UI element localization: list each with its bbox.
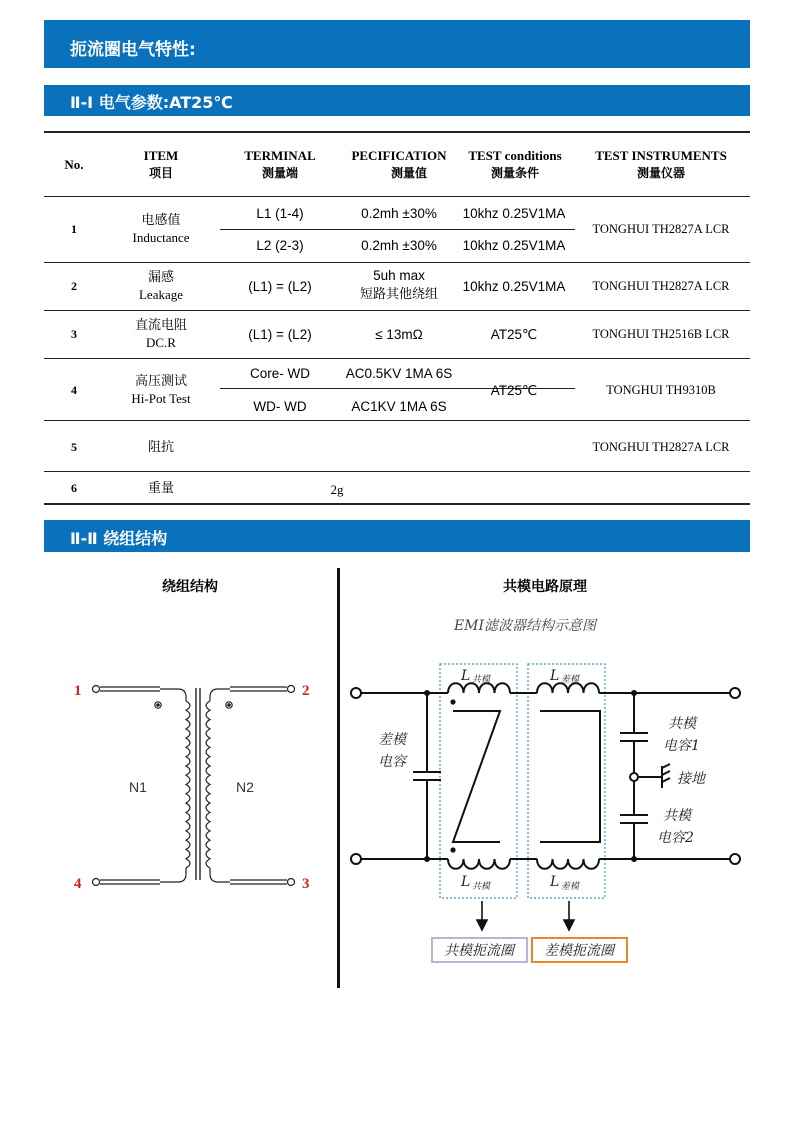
row6-item-zh: 重量 [147, 481, 174, 496]
l-cm-bottom-sub: 共模 [472, 882, 491, 892]
pin4-label: 4 [74, 876, 82, 892]
page-title: 扼流圈电气特性: [70, 40, 196, 60]
col-header-item-zh: 项目 [148, 166, 173, 180]
row2-spec: 5uh max [373, 268, 425, 283]
row2-instrument: TONGHUI TH2827A LCR [592, 279, 730, 293]
row3-instrument: TONGHUI TH2516B LCR [592, 327, 730, 341]
col-header-instruments-zh: 测量仪器 [636, 166, 685, 180]
cm-cap1-label-1: 共模 [668, 716, 696, 732]
row4-no: 4 [71, 383, 77, 397]
pin2-label: 2 [302, 683, 310, 699]
dm-choke-box-label: 差模扼流圈 [544, 943, 614, 959]
row4b-spec: AC1KV 1MA 6S [351, 399, 447, 414]
coil-n1-label: N1 [129, 779, 147, 795]
circuit-subtitle: EMI滤波器结构示意图 [453, 618, 597, 634]
row4-conditions: AT25℃ [490, 383, 538, 398]
l-dm-bottom-label: L [550, 874, 560, 890]
l-cm-top-label: L [461, 668, 471, 684]
row5-instrument: TONGHUI TH2827A LCR [592, 440, 730, 454]
cm-choke-box-label: 共模扼流圈 [444, 943, 514, 959]
l-cm-bottom-label: L [461, 874, 471, 890]
l-dm-top-sub: 差模 [561, 675, 580, 685]
row2-conditions: 10khz 0.25V1MA [462, 279, 566, 294]
row3-conditions: AT25℃ [490, 327, 538, 342]
pin3-label: 3 [302, 876, 310, 892]
row1-item-zh: 电感值 [141, 213, 181, 228]
row4a-terminal: Core- WD [250, 366, 310, 381]
col-header-spec-zh: 测量值 [390, 166, 427, 180]
coil-n2-label: N2 [236, 779, 254, 795]
row1b-conditions: 10khz 0.25V1MA [462, 238, 566, 253]
col-header-terminal-zh: 测量端 [261, 166, 298, 180]
cm-cap2-label-2: 电容2 [657, 830, 694, 846]
row3-no: 3 [71, 327, 77, 341]
row1-item-en: Inductance [132, 230, 190, 245]
row2-spec-note: 短路其他绕组 [359, 287, 438, 302]
col-header-conditions-zh: 测量条件 [490, 166, 539, 180]
l-cm-top-sub: 共模 [472, 675, 491, 685]
row2-item-zh: 漏感 [147, 270, 174, 285]
l-dm-top-label: L [550, 668, 560, 684]
l-dm-bottom-sub: 差模 [561, 882, 580, 892]
row1a-terminal: L1 (1-4) [256, 206, 304, 221]
row5-no: 5 [71, 440, 77, 454]
row1a-spec: 0.2mh ±30% [361, 206, 437, 221]
row1a-conditions: 10khz 0.25V1MA [462, 206, 566, 221]
row1b-terminal: L2 (2-3) [256, 238, 304, 253]
row5-item-zh: 阻抗 [147, 440, 174, 455]
row1b-spec: 0.2mh ±30% [361, 238, 437, 253]
circuit-diagram-title: 共模电路原理 [503, 579, 587, 595]
col-header-conditions: TEST conditions [468, 148, 562, 163]
ground-node [630, 773, 638, 781]
section-electrical-title: Ⅱ-Ⅰ 电气参数:AT25℃ [70, 93, 233, 112]
diff-cap-label-2: 电容 [378, 754, 406, 770]
row4-item-zh: 高压测试 [134, 374, 187, 389]
row1-instrument: TONGHUI TH2827A LCR [592, 222, 730, 236]
col-header-instruments: TEST INSTRUMENTS [595, 148, 727, 163]
input-terminal-bottom [351, 854, 361, 864]
row3-item-zh: 直流电阻 [134, 318, 187, 333]
output-terminal-bottom [730, 854, 740, 864]
row4a-spec: AC0.5KV 1MA 6S [345, 366, 453, 381]
row2-no: 2 [71, 279, 77, 293]
winding-diagram-title: 绕组结构 [162, 579, 218, 595]
col-header-item: ITEM [143, 148, 179, 163]
input-terminal-top [351, 688, 361, 698]
row3-terminal: (L1) = (L2) [248, 327, 312, 342]
section-winding-title: Ⅱ-Ⅱ 绕组结构 [70, 529, 168, 548]
diff-cap-label-1: 差模 [378, 732, 406, 748]
output-terminal-top [730, 688, 740, 698]
row2-item-en: Leakage [138, 287, 184, 302]
col-header-terminal: TERMINAL [244, 148, 316, 163]
col-header-no: No. [64, 157, 84, 172]
row4-item-en: Hi-Pot Test [131, 391, 191, 406]
row3-item-en: DC.R [146, 335, 176, 350]
ground-label: 接地 [677, 771, 705, 787]
row4-instrument: TONGHUI TH9310B [606, 383, 716, 397]
pin1-label: 1 [74, 683, 82, 699]
row3-spec: ≤ 13mΩ [375, 327, 423, 342]
row6-no: 6 [71, 481, 77, 495]
cm-cap1-label-2: 电容1 [663, 738, 700, 754]
row6-value: 2g [330, 482, 344, 497]
row1-no: 1 [71, 222, 77, 236]
cm-cap2-label-1: 共模 [663, 808, 691, 824]
row4b-terminal: WD- WD [253, 399, 307, 414]
col-header-spec: PECIFICATION [351, 148, 447, 163]
row2-terminal: (L1) = (L2) [248, 279, 312, 294]
